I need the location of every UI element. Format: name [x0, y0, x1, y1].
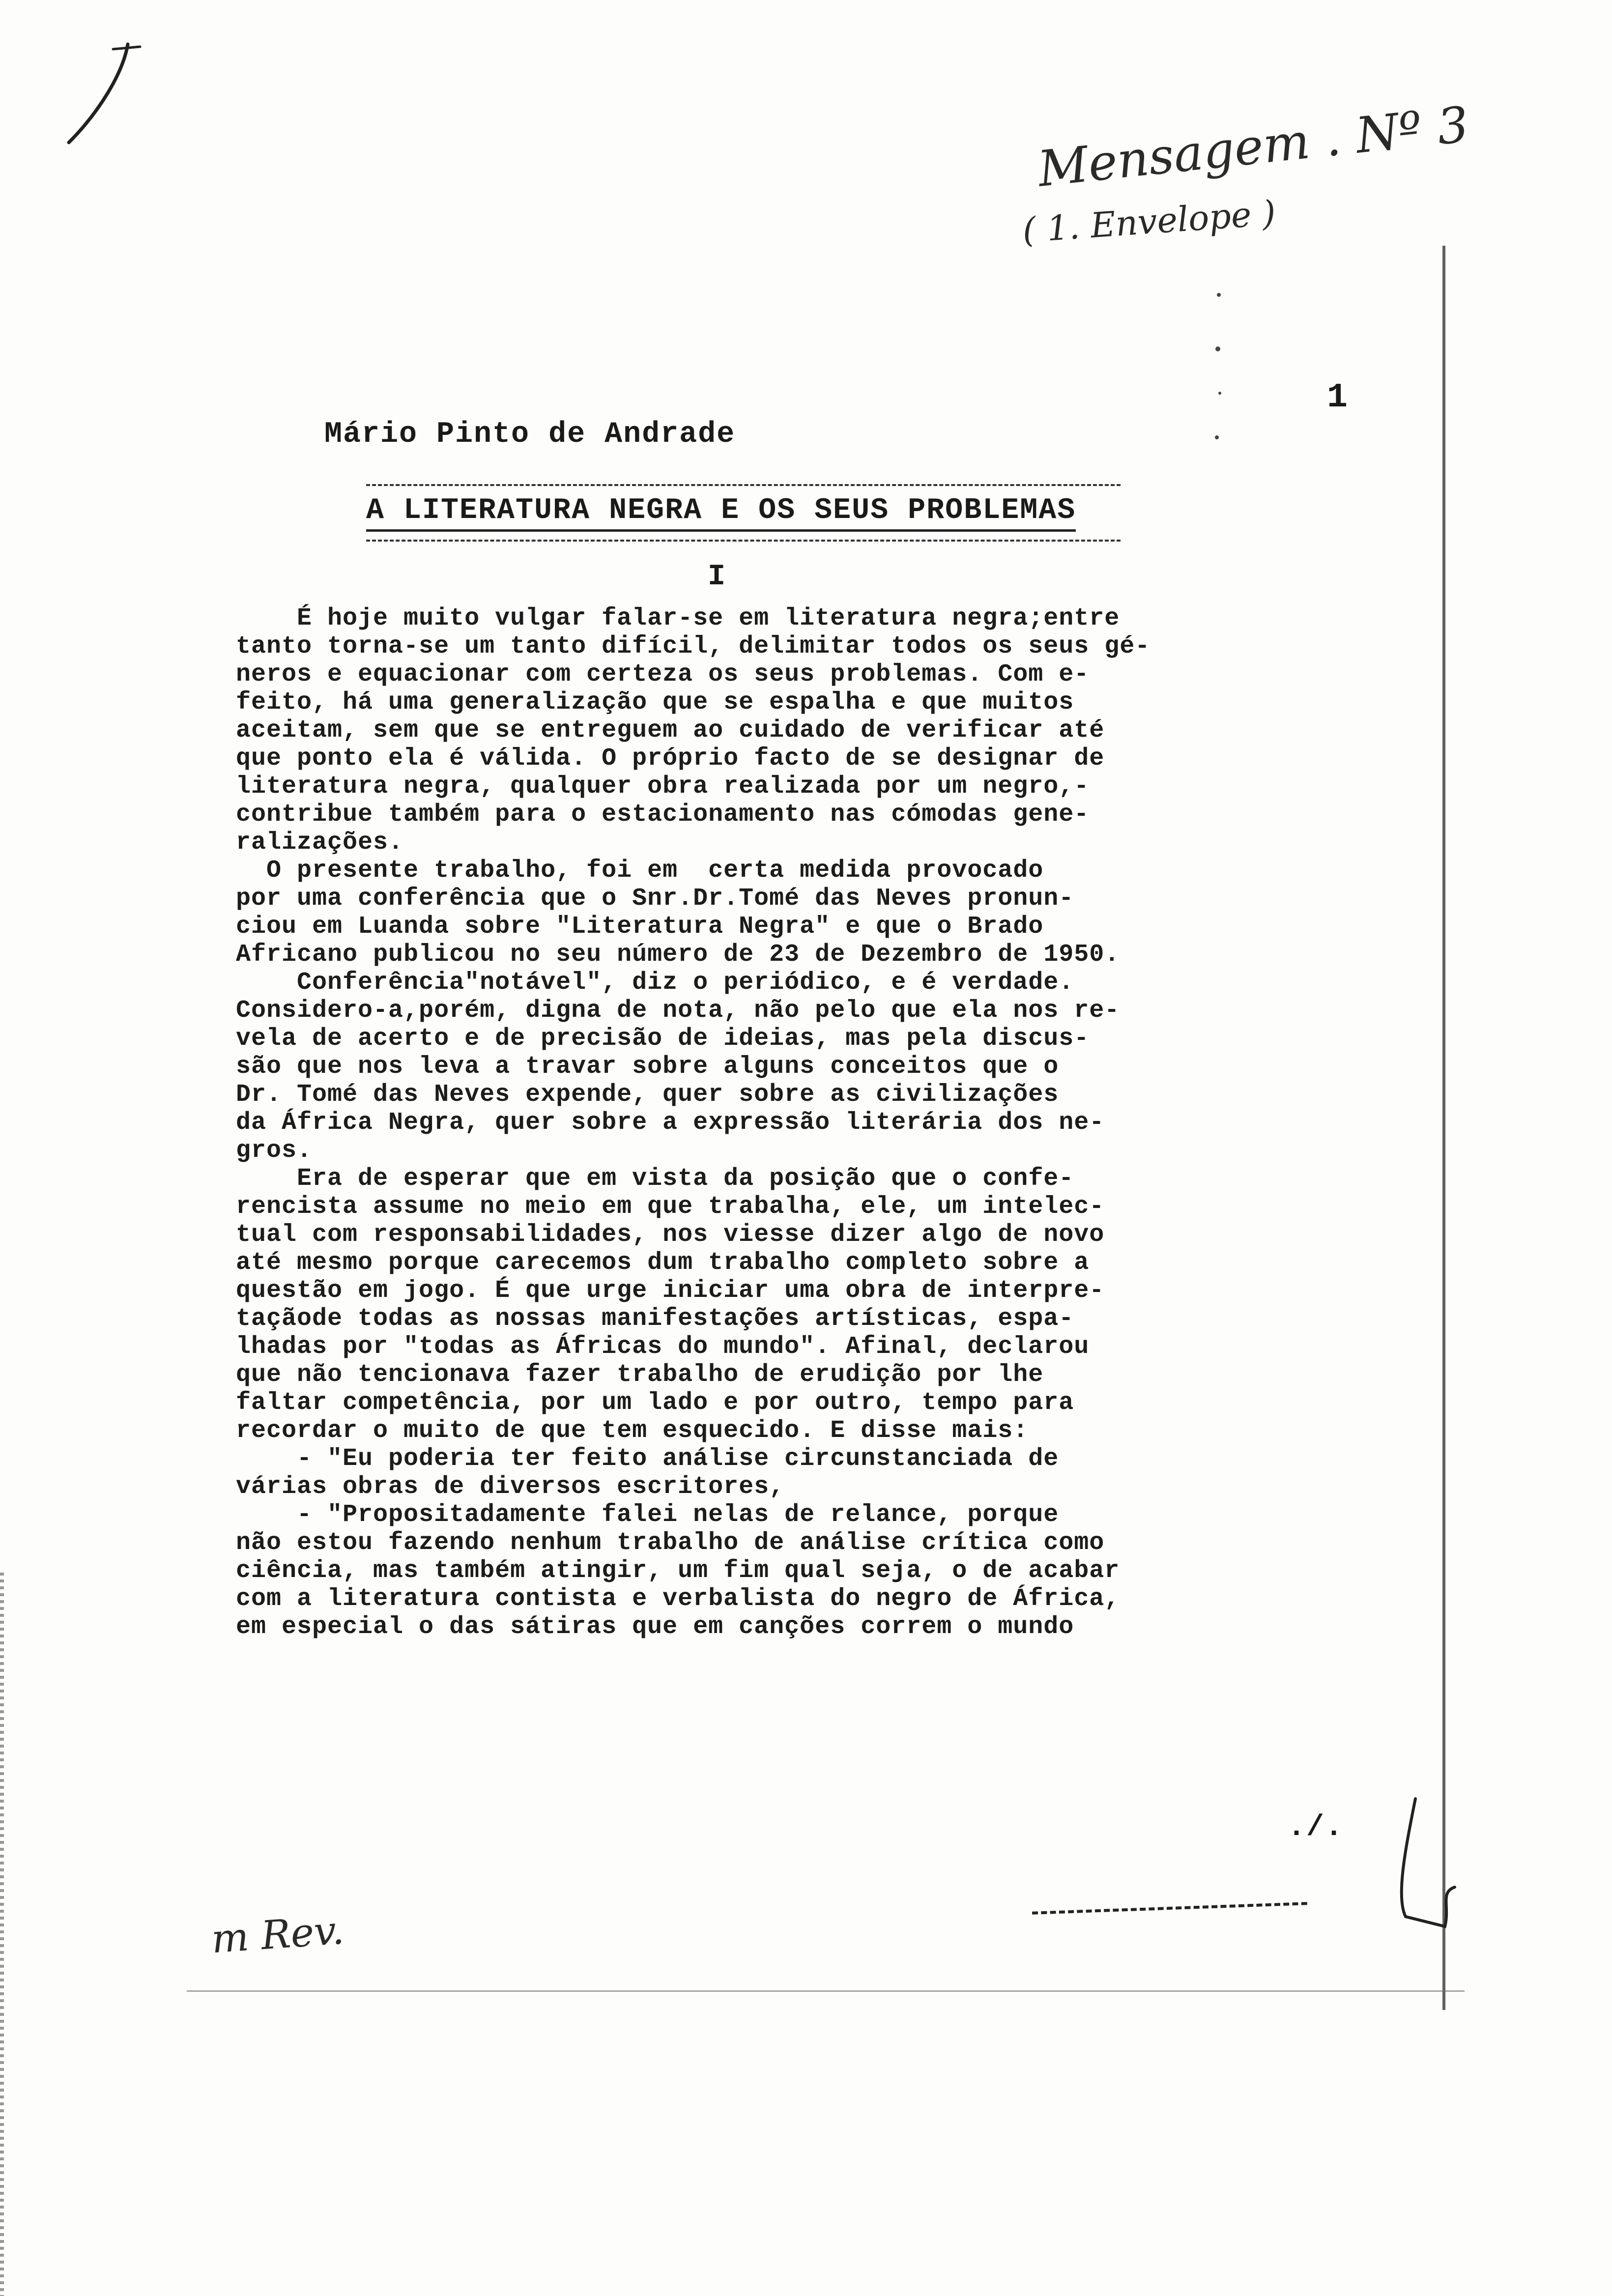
body-line: taçãode todas as nossas manifestações artísticas, espa- — [236, 1305, 1074, 1333]
body-line: gros. — [236, 1137, 313, 1165]
handwritten-annotation-subline: ( 1. Envelope ) — [1021, 193, 1277, 251]
bracket-pen-stroke — [1386, 1789, 1465, 1951]
body-line: recordar o muito de que tem esquecido. E disse mais: — [236, 1417, 1029, 1445]
dashed-pen-stroke — [1032, 1902, 1307, 1918]
body-line: que ponto ela é válida. O próprio facto de se designar de — [236, 745, 1105, 773]
author-name: Mário Pinto de Andrade — [324, 418, 736, 451]
document-title: A LITERATURA NEGRA E OS SEUS PROBLEMAS — [366, 494, 1076, 532]
title-dashed-rule-bottom — [366, 540, 1121, 542]
body-line: neros e equacionar com certeza os seus problemas. Com e- — [236, 660, 1090, 689]
body-line: tanto torna-se um tanto difícil, delimitar todos os seus gé- — [236, 632, 1151, 660]
margin-specks — [1199, 275, 1238, 472]
body-line: que não tencionava fazer trabalho de erudição por lhe — [236, 1361, 1044, 1389]
body-line: por uma conferência que o Snr.Dr.Tomé das Neves pronun- — [236, 885, 1074, 913]
body-line: - "Eu poderia ter feito análise circunstanciada de — [236, 1445, 1059, 1473]
body-line: literatura negra, qualquer obra realizada por um negro,- — [236, 773, 1090, 801]
body-line: feito, há uma generalização que se espalha e que muitos — [236, 689, 1074, 717]
title-dashed-rule-top — [366, 484, 1121, 486]
page-right-edge-line — [1442, 246, 1445, 2010]
body-line: em especial o das sátiras que em canções correm o mundo — [236, 1613, 1074, 1641]
body-line: Conferência"notável", diz o periódico, e é verdade. — [236, 969, 1074, 997]
scan-left-edge — [0, 1573, 4, 2296]
body-line: - "Propositadamente falei nelas de relance, porque — [236, 1501, 1059, 1529]
body-line: Era de esperar que em vista da posição que o confe- — [236, 1165, 1074, 1193]
body-line: da África Negra, quer sobre a expressão literária dos ne- — [236, 1109, 1105, 1137]
pen-stroke-mark — [39, 29, 147, 157]
page-number: 1 — [1327, 378, 1349, 417]
body-line: faltar competência, por um lado e por outro, tempo para — [236, 1389, 1074, 1417]
body-line: É hoje muito vulgar falar-se em literatura negra;entre — [236, 604, 1120, 632]
body-line: contribue também para o estacionamento nas cómodas gene- — [236, 801, 1090, 829]
body-line: rencista assume no meio em que trabalha, ele, um intelec- — [236, 1193, 1105, 1221]
body-line: com a literatura contista e verbalista do negro de África, — [236, 1585, 1120, 1613]
body-line: vela de acerto e de precisão de ideias, mas pela discus- — [236, 1025, 1090, 1053]
body-line: Considero-a,porém, digna de nota, não pelo que ela nos re- — [236, 997, 1120, 1025]
body-line: Africano publicou no seu número de 23 de Dezembro de 1950. — [236, 941, 1120, 969]
body-line: lhadas por "todas as Áfricas do mundo". Afinal, declarou — [236, 1333, 1090, 1361]
body-line: ralizações. — [236, 829, 404, 857]
section-number: I — [708, 560, 727, 594]
body-line: ciou em Luanda sobre "Literatura Negra" e que o Brado — [236, 913, 1044, 941]
body-line: aceitam, sem que se entreguem ao cuidado de verificar até — [236, 717, 1105, 745]
body-line: ciência, mas também atingir, um fim qual seja, o de acabar — [236, 1557, 1120, 1585]
body-line: até mesmo porque carecemos dum trabalho completo sobre a — [236, 1249, 1090, 1277]
continuation-mark: ./. — [1288, 1811, 1344, 1844]
bottom-rule-line — [187, 1990, 1465, 1992]
body-line: tual com responsabilidades, nos viesse dizer algo de novo — [236, 1221, 1105, 1249]
body-line: questão em jogo. É que urge iniciar uma obra de interpre- — [236, 1277, 1105, 1305]
body-line: várias obras de diversos escritores, — [236, 1473, 785, 1501]
body-line: são que nos leva a travar sobre alguns conceitos que o — [236, 1053, 1059, 1081]
body-line: O presente trabalho, foi em certa medida provocado — [236, 857, 1044, 885]
body-line: não estou fazendo nenhum trabalho de análise crítica como — [236, 1529, 1105, 1557]
body-text — [236, 604, 1415, 1641]
handwritten-annotation-top: Mensagem . Nº 3 — [1035, 95, 1471, 198]
handwritten-annotation-bottom: m Rev. — [210, 1907, 345, 1962]
body-line: Dr. Tomé das Neves expende, quer sobre as civilizações — [236, 1081, 1059, 1109]
